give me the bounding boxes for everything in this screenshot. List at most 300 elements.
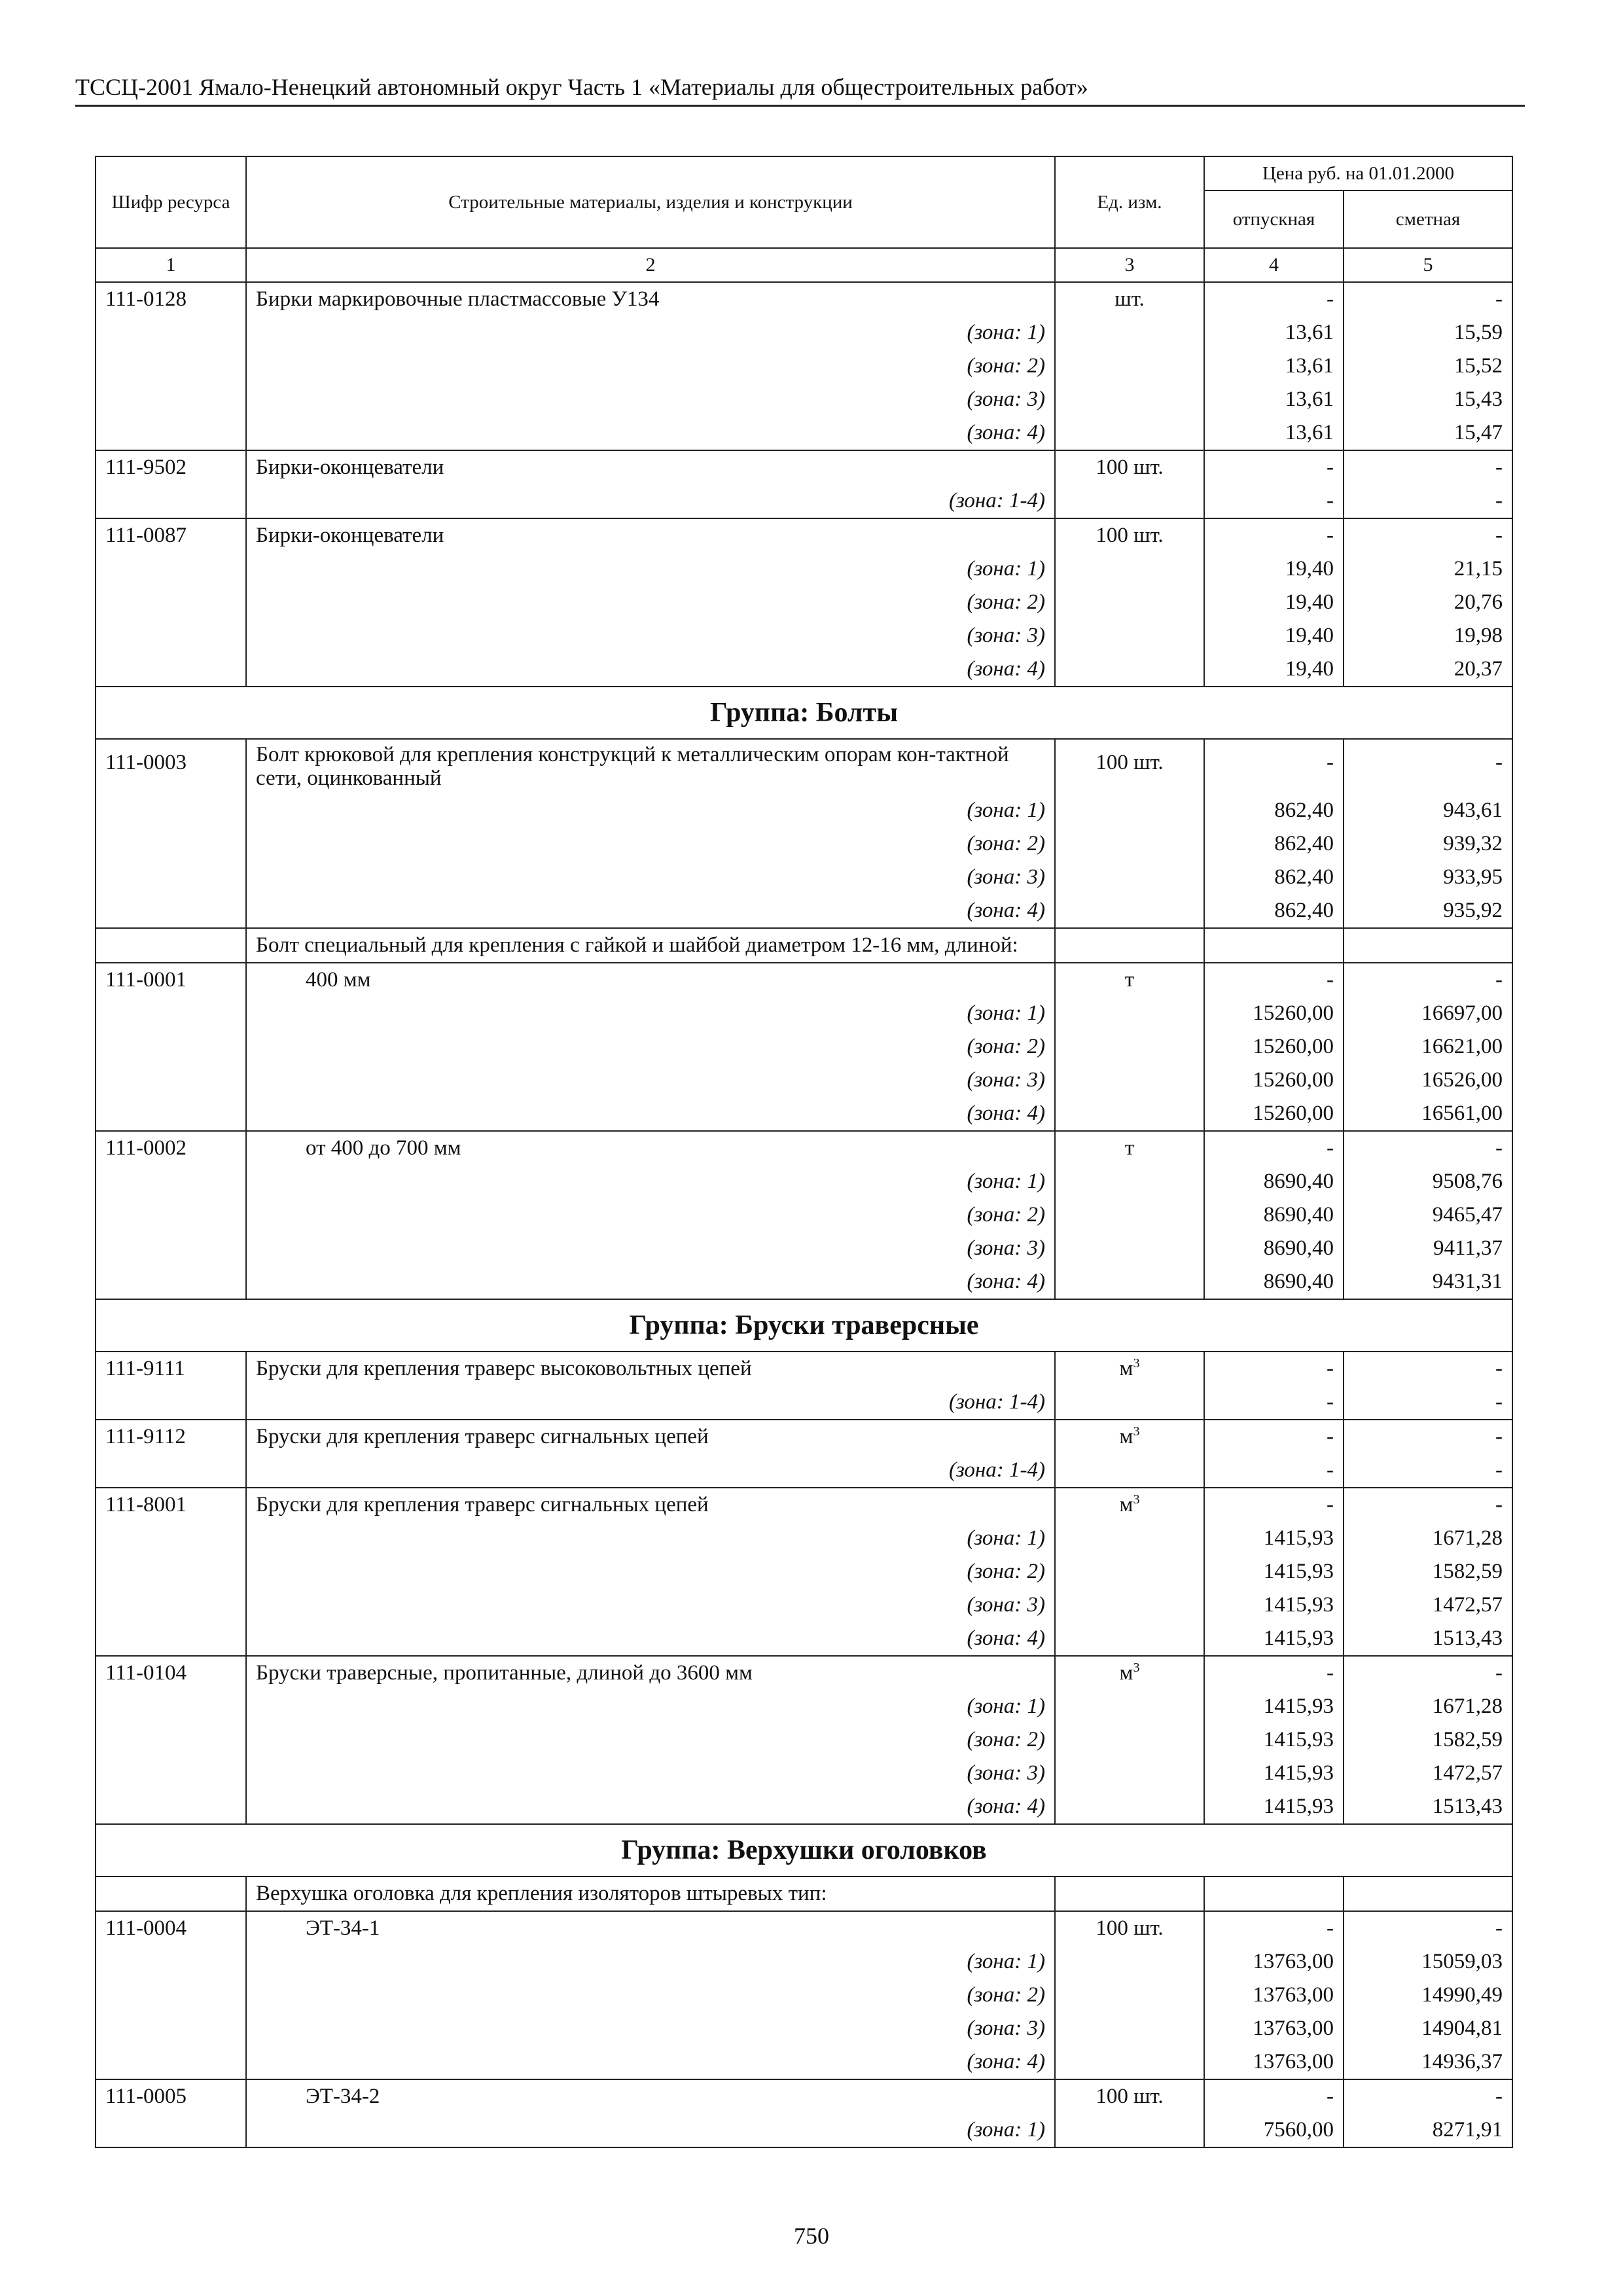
header-code: Шифр ресурса [96,156,246,248]
unit-text: шт. [1115,287,1145,311]
zone-row [96,1555,1512,1588]
unit-text: 100 шт. [1096,2085,1164,2108]
price-release: 15260,00 [1204,1097,1344,1131]
unit-cell [1055,1979,1204,2012]
price-estimate: - [1344,1420,1512,1454]
code-cell [96,861,246,894]
price-estimate: 9411,37 [1344,1232,1512,1265]
price-release: 8690,40 [1204,1198,1344,1232]
code-cell [96,1030,246,1064]
price-release: 8690,40 [1204,1232,1344,1265]
zone-label: (зона: 4) [246,416,1055,450]
price-release: - [1204,2079,1344,2113]
group-row [96,687,1512,739]
code-cell [96,1979,246,2012]
zone-row [96,316,1512,350]
code-cell [96,316,246,350]
zone-label: (зона: 1-4) [246,1386,1055,1420]
unit-cell [1055,861,1204,894]
price-release: 13,61 [1204,416,1344,450]
zone-label: (зона: 2) [246,1979,1055,2012]
material-name: Бирки маркировочные пластмассовые У134 [246,282,1055,316]
price-release: 19,40 [1204,586,1344,619]
unit-cell [1055,619,1204,653]
zone-row [96,1265,1512,1299]
table-row [96,1911,1512,1945]
price-estimate: 20,76 [1344,586,1512,619]
resource-code: 111-0087 [96,518,246,552]
zone-label: (зона: 1) [246,2113,1055,2147]
price-release: - [1204,450,1344,484]
code-cell [96,1555,246,1588]
zone-label: (зона: 1) [246,316,1055,350]
unit-superscript: 3 [1133,1424,1140,1439]
table-row [96,739,1512,794]
price-estimate: - [1344,1656,1512,1690]
price-estimate: 19,98 [1344,619,1512,653]
price-estimate: - [1344,1454,1512,1488]
price-estimate: 14904,81 [1344,2012,1512,2045]
unit [1055,2079,1204,2113]
code-cell [96,2113,246,2147]
unit-cell [1055,894,1204,928]
price-release: 8690,40 [1204,1165,1344,1198]
zone-label: (зона: 1) [246,1690,1055,1723]
unit-cell [1055,1876,1204,1911]
resource-code: 111-0001 [96,963,246,997]
unit-cell [1055,1064,1204,1097]
zone-row [96,350,1512,383]
zone-row [96,1757,1512,1790]
price-release: - [1204,1352,1344,1386]
unit-cell [1055,1454,1204,1488]
table-row [96,450,1512,484]
zone-row [96,1622,1512,1656]
material-name: Бруски траверсные, пропитанные, длиной до 3600 мм [246,1656,1055,1690]
unit-cell [1055,1723,1204,1757]
unit-cell [1055,1030,1204,1064]
zone-row [96,484,1512,518]
code-cell [96,1876,246,1911]
price-release: 8690,40 [1204,1265,1344,1299]
header-price-estimate: сметная [1344,190,1512,248]
price-release: 1415,93 [1204,1790,1344,1824]
zone-label: (зона: 2) [246,1723,1055,1757]
column-number: 5 [1344,248,1512,282]
table-row [96,1488,1512,1522]
unit [1055,739,1204,794]
code-cell [96,1622,246,1656]
price-release: 1415,93 [1204,1622,1344,1656]
material-name: Бирки-оконцеватели [246,450,1055,484]
zone-row [96,2113,1512,2147]
price-estimate: 15059,03 [1344,1945,1512,1979]
unit-cell [1055,1588,1204,1622]
zone-label: (зона: 3) [246,383,1055,416]
zone-label: (зона: 4) [246,894,1055,928]
zone-row [96,2012,1512,2045]
price-release: 862,40 [1204,827,1344,861]
zone-label: (зона: 4) [246,653,1055,687]
unit-text: м [1119,1493,1133,1516]
price-estimate: 8271,91 [1344,2113,1512,2147]
price-release: - [1204,1386,1344,1420]
zone-label: (зона: 4) [246,1097,1055,1131]
code-cell [96,1064,246,1097]
zone-label: (зона: 2) [246,1198,1055,1232]
material-name: Болт крюковой для крепления конструкций к металлическим опорам кон-тактной сети, оцинкованный [246,739,1055,794]
unit-text: 100 шт. [1096,1916,1164,1940]
zone-label: (зона: 3) [246,861,1055,894]
zone-row [96,1165,1512,1198]
zone-label: (зона: 2) [246,1555,1055,1588]
unit [1055,450,1204,484]
group-row [96,1824,1512,1876]
price-release: - [1204,1420,1344,1454]
price-release: 13763,00 [1204,1979,1344,2012]
unit-text: м [1119,1425,1133,1448]
unit-cell [1055,586,1204,619]
material-name: Бирки-оконцеватели [246,518,1055,552]
code-cell [96,1386,246,1420]
code-cell [96,484,246,518]
code-cell [96,997,246,1030]
zone-row [96,383,1512,416]
zone-label: (зона: 4) [246,2045,1055,2079]
price-release: 15260,00 [1204,1030,1344,1064]
unit-cell [1055,794,1204,827]
material-name: Бруски для крепления траверс сигнальных цепей [246,1488,1055,1522]
code-cell [96,794,246,827]
price-estimate: 15,43 [1344,383,1512,416]
zone-label: (зона: 1) [246,552,1055,586]
unit-cell [1055,416,1204,450]
column-number: 1 [96,248,246,282]
header-price-group: Цена руб. на 01.01.2000 [1204,156,1512,190]
page-header: ТССЦ-2001 Ямало-Ненецкий автономный округ Часть 1 «Материалы для общестроительных работ» [75,73,1525,107]
price-release: 862,40 [1204,894,1344,928]
price-release: - [1204,1488,1344,1522]
unit-cell [1055,653,1204,687]
zone-label: (зона: 3) [246,619,1055,653]
zone-label: (зона: 1) [246,997,1055,1030]
zone-row [96,1723,1512,1757]
price-estimate: 16526,00 [1344,1064,1512,1097]
price-release-cell [1204,928,1344,963]
price-release: 1415,93 [1204,1690,1344,1723]
unit-cell [1055,1622,1204,1656]
price-release: - [1204,484,1344,518]
unit-superscript: 3 [1133,1356,1140,1371]
unit-cell [1055,484,1204,518]
zone-row [96,1790,1512,1824]
price-release: - [1204,1911,1344,1945]
price-release: - [1204,1131,1344,1165]
price-estimate: 9508,76 [1344,1165,1512,1198]
unit-cell [1055,552,1204,586]
zone-row [96,794,1512,827]
code-cell [96,1454,246,1488]
resource-code: 111-0002 [96,1131,246,1165]
zone-label: (зона: 3) [246,2012,1055,2045]
price-release: 13763,00 [1204,1945,1344,1979]
zone-label: (зона: 4) [246,1622,1055,1656]
price-release: 15260,00 [1204,997,1344,1030]
code-cell [96,1097,246,1131]
resource-code: 111-9112 [96,1420,246,1454]
price-release: 13,61 [1204,383,1344,416]
price-estimate: - [1344,1131,1512,1165]
unit-cell [1055,316,1204,350]
zone-label: (зона: 3) [246,1232,1055,1265]
code-cell [96,1790,246,1824]
code-cell [96,827,246,861]
group-title: Группа: Верхушки оголовков [96,1824,1512,1876]
zone-label: (зона: 3) [246,1757,1055,1790]
material-name: ЭТ-34-1 [246,1911,1055,1945]
unit-text: т [1124,968,1135,992]
code-cell [96,1522,246,1555]
price-estimate: 943,61 [1344,794,1512,827]
unit-text: т [1124,1136,1135,1160]
table-row [96,518,1512,552]
price-release: 1415,93 [1204,1555,1344,1588]
zone-label: (зона: 1) [246,1165,1055,1198]
code-cell [96,1945,246,1979]
zone-row [96,827,1512,861]
zone-row [96,1690,1512,1723]
zone-row [96,861,1512,894]
code-cell [96,383,246,416]
price-estimate: - [1344,1352,1512,1386]
resource-code: 111-9502 [96,450,246,484]
price-estimate: 20,37 [1344,653,1512,687]
zone-row [96,552,1512,586]
material-name: Бруски для крепления траверс высоковольтных цепей [246,1352,1055,1386]
price-estimate: 15,47 [1344,416,1512,450]
price-estimate: - [1344,739,1512,794]
zone-label: (зона: 1) [246,794,1055,827]
unit-cell [1055,1232,1204,1265]
zone-row [96,1097,1512,1131]
code-cell [96,1690,246,1723]
price-estimate: 933,95 [1344,861,1512,894]
resource-code: 111-0004 [96,1911,246,1945]
zone-row [96,997,1512,1030]
unit [1055,1131,1204,1165]
price-release-cell [1204,1876,1344,1911]
price-estimate: 1513,43 [1344,1790,1512,1824]
price-estimate: 935,92 [1344,894,1512,928]
price-estimate: 1472,57 [1344,1757,1512,1790]
price-release: - [1204,739,1344,794]
code-cell [96,416,246,450]
zone-row [96,2045,1512,2079]
zone-row [96,894,1512,928]
zone-row [96,1454,1512,1488]
price-estimate: - [1344,282,1512,316]
unit-superscript: 3 [1133,1660,1140,1675]
group-title: Группа: Болты [96,687,1512,739]
price-release: - [1204,518,1344,552]
zone-label: (зона: 1-4) [246,484,1055,518]
zone-row [96,1030,1512,1064]
price-estimate: 21,15 [1344,552,1512,586]
price-estimate: 9465,47 [1344,1198,1512,1232]
zone-row [96,1386,1512,1420]
price-release: - [1204,963,1344,997]
code-cell [96,350,246,383]
code-cell [96,2045,246,2079]
price-release: - [1204,1656,1344,1690]
code-cell [96,928,246,963]
column-number: 3 [1055,248,1204,282]
unit [1055,963,1204,997]
unit-cell [1055,2012,1204,2045]
unit-cell [1055,1757,1204,1790]
price-estimate: - [1344,2079,1512,2113]
page-number: 750 [794,2223,829,2249]
price-release: 13763,00 [1204,2012,1344,2045]
price-release: - [1204,1454,1344,1488]
resource-code: 111-0104 [96,1656,246,1690]
material-name: от 400 до 700 мм [246,1131,1055,1165]
price-release: 1415,93 [1204,1757,1344,1790]
header-price-release: отпускная [1204,190,1344,248]
price-release: 1415,93 [1204,1723,1344,1757]
zone-label: (зона: 2) [246,827,1055,861]
unit [1055,1656,1204,1690]
zone-row [96,1064,1512,1097]
zone-label: (зона: 4) [246,1265,1055,1299]
unit-cell [1055,1198,1204,1232]
description-text: Верхушка оголовка для крепления изоляторов штыревых тип: [246,1876,1055,1911]
unit-cell [1055,1555,1204,1588]
resource-code: 111-0005 [96,2079,246,2113]
price-estimate: 1582,59 [1344,1723,1512,1757]
zone-row [96,586,1512,619]
unit-text: м [1119,1661,1133,1685]
description-row [96,1876,1512,1911]
price-release: 862,40 [1204,861,1344,894]
zone-label: (зона: 2) [246,1030,1055,1064]
unit-cell [1055,383,1204,416]
price-estimate: 1671,28 [1344,1522,1512,1555]
price-estimate: - [1344,450,1512,484]
price-estimate: 15,52 [1344,350,1512,383]
header-name: Строительные материалы, изделия и конструкции [246,156,1055,248]
material-name: ЭТ-34-2 [246,2079,1055,2113]
code-cell [96,1198,246,1232]
zone-label: (зона: 1) [246,1945,1055,1979]
price-release: 19,40 [1204,552,1344,586]
code-cell [96,653,246,687]
price-release: 7560,00 [1204,2113,1344,2147]
code-cell [96,586,246,619]
price-estimate: 14936,37 [1344,2045,1512,2079]
unit-text: м [1119,1357,1133,1380]
table-row [96,1420,1512,1454]
zone-row [96,1588,1512,1622]
zone-label: (зона: 4) [246,1790,1055,1824]
price-estimate: - [1344,1488,1512,1522]
header-unit: Ед. изм. [1055,156,1204,248]
unit-cell [1055,928,1204,963]
zone-label: (зона: 2) [246,586,1055,619]
unit-cell [1055,1097,1204,1131]
zone-label: (зона: 2) [246,350,1055,383]
zone-label: (зона: 3) [246,1064,1055,1097]
code-cell [96,552,246,586]
unit-cell [1055,1790,1204,1824]
unit [1055,1488,1204,1522]
price-release: 1415,93 [1204,1522,1344,1555]
unit-cell [1055,1165,1204,1198]
price-estimate: - [1344,963,1512,997]
price-release: 862,40 [1204,794,1344,827]
unit-cell [1055,1386,1204,1420]
price-release: 15260,00 [1204,1064,1344,1097]
resource-code: 111-0003 [96,739,246,794]
unit [1055,518,1204,552]
table-row [96,1352,1512,1386]
materials-table [95,156,1513,2148]
price-estimate: 16561,00 [1344,1097,1512,1131]
unit [1055,1420,1204,1454]
zone-row [96,619,1512,653]
price-estimate-cell [1344,928,1512,963]
unit-text: 100 шт. [1096,751,1164,774]
column-number: 4 [1204,248,1344,282]
price-release: 13,61 [1204,316,1344,350]
price-release: 19,40 [1204,653,1344,687]
code-cell [96,1588,246,1622]
code-cell [96,1265,246,1299]
code-cell [96,1757,246,1790]
price-estimate: 15,59 [1344,316,1512,350]
zone-row [96,1232,1512,1265]
price-release: 13,61 [1204,350,1344,383]
price-estimate: 1513,43 [1344,1622,1512,1656]
table-row [96,2079,1512,2113]
unit-cell [1055,350,1204,383]
code-cell [96,1723,246,1757]
price-estimate: 1472,57 [1344,1588,1512,1622]
resource-code: 111-8001 [96,1488,246,1522]
price-estimate: 9431,31 [1344,1265,1512,1299]
unit-cell [1055,1522,1204,1555]
price-estimate-cell [1344,1876,1512,1911]
zone-label: (зона: 3) [246,1588,1055,1622]
price-release: 13763,00 [1204,2045,1344,2079]
code-cell [96,619,246,653]
code-cell [96,1165,246,1198]
unit-cell [1055,1945,1204,1979]
unit-text: 100 шт. [1096,456,1164,479]
zone-row [96,416,1512,450]
table-row [96,282,1512,316]
material-name: 400 мм [246,963,1055,997]
group-title: Группа: Бруски траверсные [96,1299,1512,1352]
zone-row [96,1522,1512,1555]
zone-label: (зона: 1-4) [246,1454,1055,1488]
unit [1055,1352,1204,1386]
table-row [96,963,1512,997]
table-row [96,1656,1512,1690]
unit [1055,1911,1204,1945]
code-cell [96,2012,246,2045]
price-estimate: 1671,28 [1344,1690,1512,1723]
